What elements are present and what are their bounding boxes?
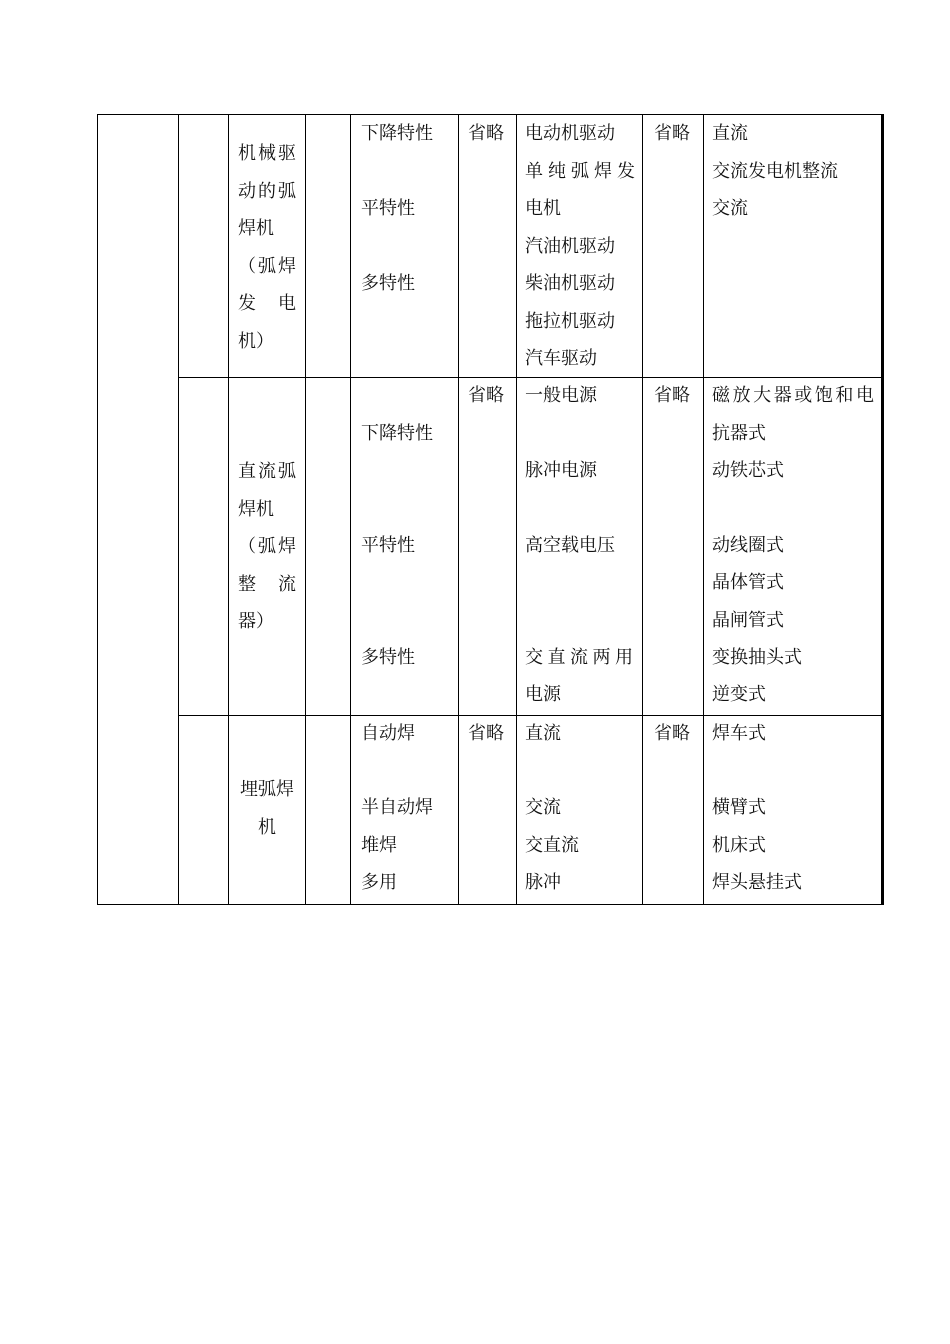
power-line: 交直流 xyxy=(525,835,579,856)
structure-line: 交流 xyxy=(712,198,748,219)
power-line: 汽油机驱动 xyxy=(525,235,615,257)
power-line: 一般电源 xyxy=(525,385,597,406)
type-line: 动的弧 xyxy=(238,180,296,202)
type-line: 机 xyxy=(258,816,276,838)
power-line: 单纯弧焊发 xyxy=(525,160,635,182)
structure-line: 抗器式 xyxy=(712,423,766,444)
characteristic: 多用 xyxy=(361,872,397,893)
structure-line: 动线圈式 xyxy=(712,535,784,556)
type-line: 直流弧 xyxy=(238,461,296,482)
power-cell xyxy=(525,115,635,378)
type-line: 机） xyxy=(238,330,274,352)
structure-line: 直流 xyxy=(712,123,748,144)
structure-line: 晶闸管式 xyxy=(712,610,784,631)
structure-line: 变换抽头式 xyxy=(712,647,802,668)
structure-line: 焊车式 xyxy=(712,723,766,744)
power-line: 拖拉机驱动 xyxy=(525,310,615,332)
power-line: 电源 xyxy=(525,684,561,705)
omit-text: 省略 xyxy=(468,123,504,144)
column-divider xyxy=(703,115,704,904)
column-divider xyxy=(642,115,643,904)
characteristic: 平特性 xyxy=(361,198,415,219)
characteristic: 堆焊 xyxy=(361,835,397,856)
type-line: （弧焊 xyxy=(238,536,296,557)
column-divider xyxy=(178,115,179,904)
column-divider xyxy=(458,115,459,904)
characteristic: 多特性 xyxy=(361,647,415,668)
structure-line: 交流发电机整流 xyxy=(712,160,838,182)
column-divider xyxy=(350,115,351,904)
characteristic: 下降特性 xyxy=(361,123,433,144)
omit-text: 省略 xyxy=(468,385,504,406)
power-line: 直流 xyxy=(525,723,561,744)
type-line: 整 流 xyxy=(238,573,296,595)
characteristic: 多特性 xyxy=(361,273,415,294)
omit-text: 省略 xyxy=(654,723,690,744)
structure-cell xyxy=(712,115,838,228)
power-line: 交直流两用 xyxy=(525,647,633,668)
welding-machine-table xyxy=(97,114,884,905)
omit-text: 省略 xyxy=(468,723,504,744)
omit-text: 省略 xyxy=(654,123,690,144)
structure-line: 磁放大器或饱和电 xyxy=(712,385,874,406)
type-cell xyxy=(238,453,296,641)
power-line: 脉冲电源 xyxy=(525,460,597,481)
column-divider xyxy=(305,115,306,904)
characteristic: 自动焊 xyxy=(361,723,415,744)
power-line: 电动机驱动 xyxy=(525,123,615,144)
type-cell xyxy=(238,135,296,360)
power-line: 交流 xyxy=(525,797,561,818)
type-line: （弧焊 xyxy=(238,255,296,277)
structure-line: 机床式 xyxy=(712,835,766,856)
omit-text: 省略 xyxy=(654,385,690,406)
type-line: 机械驱 xyxy=(238,143,296,164)
type-line: 焊机 xyxy=(238,218,274,239)
structure-line: 逆变式 xyxy=(712,684,766,705)
column-divider xyxy=(516,115,517,904)
characteristic: 半自动焊 xyxy=(361,797,433,818)
type-line: 埋弧焊 xyxy=(240,779,294,800)
characteristic: 平特性 xyxy=(361,535,415,556)
type-line: 发 电 xyxy=(238,293,296,314)
type-line: 焊机 xyxy=(238,498,274,520)
type-line: 器） xyxy=(238,611,274,632)
power-line: 电机 xyxy=(525,198,561,219)
power-line: 汽车驱动 xyxy=(525,348,597,369)
type-cell xyxy=(229,771,305,846)
power-line: 高空载电压 xyxy=(525,535,615,556)
structure-line: 横臂式 xyxy=(712,797,766,818)
power-line: 脉冲 xyxy=(525,872,561,893)
structure-line: 动铁芯式 xyxy=(712,460,784,481)
structure-line: 晶体管式 xyxy=(712,572,784,593)
structure-line: 焊头悬挂式 xyxy=(712,872,802,893)
characteristic: 下降特性 xyxy=(361,423,433,444)
power-line: 柴油机驱动 xyxy=(525,273,615,294)
